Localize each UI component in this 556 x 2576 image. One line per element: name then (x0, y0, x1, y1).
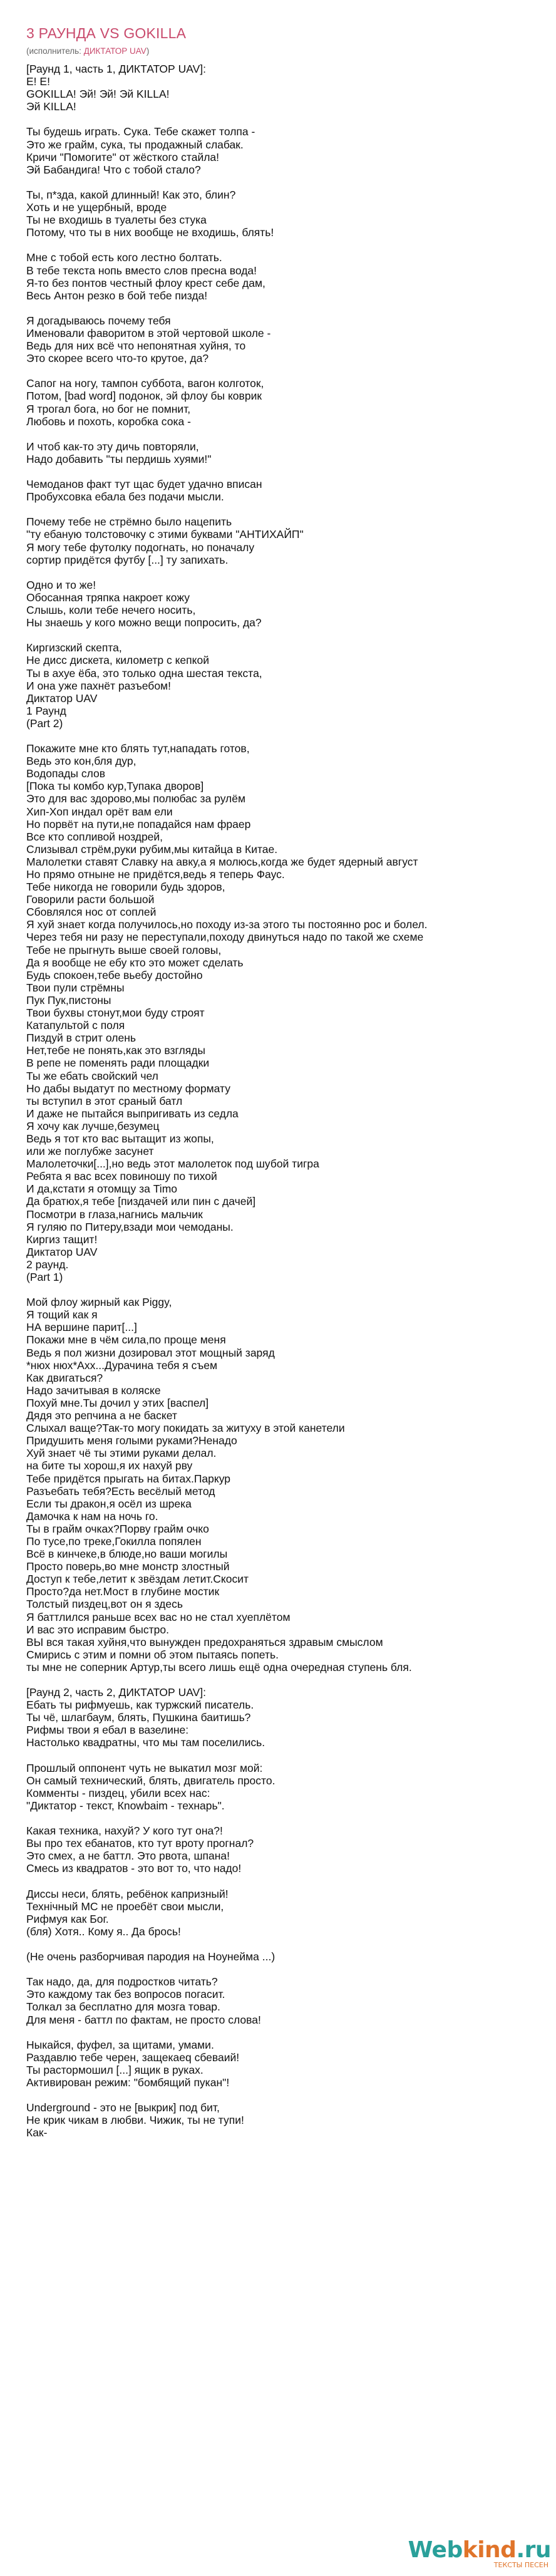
lyrics-blank-line (26, 428, 552, 440)
lyrics-blank-line (26, 113, 552, 125)
lyrics-line: Ведь это кон,бля дур, (26, 755, 136, 768)
lyrics-line: Ты не входишь в туалеты без стука (26, 214, 207, 227)
lyrics-blank-line (26, 503, 552, 515)
lyrics-line: Ведь я пол жизни дозировал этот мощный заряд (26, 1346, 275, 1359)
lyrics-line: Именовали фаворитом в этой чертовой школе - (26, 326, 271, 339)
lyrics-line: Это каждому так без вопросов погасит. (26, 1988, 225, 2001)
lyrics-line: Мне с тобой есть кого лестно болтать. (26, 251, 222, 264)
lyrics-line: Пиздуй в стрит олень (26, 1032, 136, 1045)
lyrics-line: Почему тебе не стрёмно было нацепить (26, 515, 232, 529)
lyrics-line: Смирись с этим и помни об этом пытаясь попеть. (26, 1648, 279, 1661)
lyrics-line: Я гуляю по Питеру,взади мои чемоданы. (26, 1220, 234, 1233)
lyrics-line: И она уже пахнёт разъебом! (26, 679, 171, 692)
lyrics-blank-line (26, 239, 552, 251)
lyrics-line: Раздавлю тебе черен, защекаеq сбеваий! (26, 2051, 240, 2064)
lyrics-line: Хоть и не ущербный, вроде (26, 201, 167, 214)
performer-link[interactable]: ДИКТАТОР UAV (83, 46, 147, 56)
lyrics-line: Весь Антон резко в бой тебе пизда! (26, 289, 208, 302)
lyrics-line: Малолеточки[...],но ведь этот малолеток под шубой тигра (26, 1157, 319, 1171)
lyrics-blank-line (26, 2089, 552, 2101)
lyrics-line: НА вершине парит[...] (26, 1321, 137, 1334)
lyrics-line: [Раунд 2, часть 2, ДИКТАТОР UAV]: (26, 1686, 206, 1699)
lyrics-line: Вы про тех ебанатов, кто тут вроту прогнал? (26, 1837, 254, 1850)
lyrics-line: Тебе придётся прыгать на битах.Паркур (26, 1472, 231, 1485)
lyrics-line: Это смех, а не баттл. Это рвота, шпана! (26, 1849, 230, 1863)
lyrics-line: И вас это исправим быстро. (26, 1623, 169, 1636)
lyrics-line: Толстый пиздец,вот он я здесь (26, 1598, 183, 1611)
logo-tail-text: .ru (516, 2537, 551, 2563)
lyrics-line: Ты в ахуе ёба, это только одна шестая текста, (26, 666, 262, 680)
lyrics-line: Через тебя ни разу не переступали,походу двинуться надо по такой же схеме (26, 931, 424, 944)
lyrics-line: Как- (26, 2126, 48, 2139)
lyrics-line: Малолетки ставят Славку на авку,а я молюсь,когда же будет ядерный август (26, 855, 418, 868)
lyrics-line: Тебе не прыгнуть выше своей головы, (26, 943, 222, 956)
lyrics-line: Я хуй знает когда получилось,но походу из-за этого ты постоянно рос и болел. (26, 918, 428, 931)
lyrics-blank-line (26, 566, 552, 579)
lyrics-line: Слыхал ваще?Так-то могу покидать за житуху в этой канетели (26, 1422, 345, 1435)
lyrics-line: Покажите мне кто блять тут,нападать готов, (26, 742, 250, 755)
lyrics-line: Придушить меня голыми руками?Ненадо (26, 1434, 237, 1447)
lyrics-blank-line (26, 730, 552, 742)
lyrics-line: Так надо, да, для подростков читать? (26, 1975, 218, 1989)
lyrics-line: [Раунд 1, часть 1, ДИКТАТОР UAV]: (26, 63, 206, 75)
logo-main-text: Web (408, 2537, 463, 2563)
lyrics-line: Я трогал бога, но бог не помнит, (26, 402, 191, 415)
lyrics-line: Я тощий как я (26, 1308, 98, 1322)
logo-wordmark (407, 2538, 551, 2562)
lyrics-line: Не крик чикам в любви. Чижик, ты не тупи! (26, 2114, 244, 2127)
lyrics-line: Я-то без понтов честный флоу крест себе дам, (26, 276, 265, 289)
lyrics-text (26, 63, 552, 2139)
lyrics-line: *нюх нюх*Ахх...Дурачина тебя я съем (26, 1358, 218, 1372)
lyrics-line: Киргизский скепта, (26, 641, 122, 654)
lyrics-line: (Part 2) (26, 716, 63, 730)
lyrics-line: Сбовлялся нос от соплей (26, 906, 157, 919)
logo-accent-text: kind (462, 2537, 517, 2563)
lyrics-line: Это для вас здорово,мы полюбас за рулём (26, 792, 246, 805)
lyrics-line: ВЫ вся такая хуйня,что вынужден предохраняться здравым смыслом (26, 1635, 383, 1648)
lyrics-line: Он самый технический, блять, двигатель просто. (26, 1774, 275, 1787)
lyrics-blank-line (26, 1875, 552, 1888)
lyrics-line: Если ты дракон,я осёл из шрека (26, 1497, 192, 1510)
lyrics-line: Ты будешь играть. Сука. Тебе скажет толпа - (26, 125, 255, 138)
lyrics-line: Ведь для них всё что непонятная хуйня, то (26, 339, 246, 353)
lyrics-line: "Диктатор - текст, Кnowbaim - технарь". (26, 1799, 225, 1812)
lyrics-line: Е! Е! (26, 75, 50, 88)
lyrics-line: И даже не пытайся выпригивать из седла (26, 1107, 239, 1120)
performer-suffix: ) (146, 46, 150, 56)
lyrics-line: ты вступил в этот сраный батл (26, 1094, 183, 1107)
lyrics-line: Хуй знает чё ты этими руками делал. (26, 1447, 217, 1460)
lyrics-line: Эй KILLA! (26, 100, 76, 113)
lyrics-line: Да братюх,я тебе [пиздачей или пин с дачей] (26, 1195, 256, 1208)
webkind-logo[interactable] (407, 2538, 551, 2571)
lyrics-line: Это скорее всего что-то крутое, да? (26, 352, 209, 365)
lyrics-line: Любовь и похоть, коробка сока - (26, 415, 191, 428)
lyrics-line: Толкал за бесплатно для мозга товар. (26, 2000, 220, 2014)
lyrics-line: В репе не поменять ради площадки (26, 1057, 210, 1070)
lyrics-line: Ныкайся, фуфел, за щитами, умами. (26, 2038, 214, 2051)
lyrics-line: Тебе никогда не говорили будь здоров, (26, 881, 225, 894)
lyrics-line: И чтоб как-то эту дичь повторяли, (26, 440, 199, 453)
lyrics-line: Говорили расти большой (26, 893, 155, 906)
lyrics-line: Эй Бабандига! Что с тобой стало? (26, 163, 201, 176)
lyrics-line: на бите ты хорош,я их нахуй рву (26, 1459, 193, 1472)
lyrics-line: Ведь я тот кто вас вытащит из жопы, (26, 1132, 214, 1145)
lyrics-line: Дядя это репчина а не баскет (26, 1409, 177, 1422)
lyrics-line: Чемоданов факт тут щас будет удачно вписан (26, 478, 262, 491)
lyrics-blank-line (26, 2026, 552, 2039)
lyrics-line: 2 раунд. (26, 1258, 69, 1271)
lyrics-blank-line (26, 1812, 552, 1824)
lyrics-line: Доступ к тебе,летит к звёздам летит.Скосит (26, 1573, 249, 1586)
lyrics-line: Твои бухвы стонут,мои буду строят (26, 1006, 205, 1020)
lyrics-line: Хип-Хоп индал орёт вам ели (26, 805, 173, 818)
lyrics-line: Но порвёт на пути,не попадайся нам фраер (26, 817, 251, 830)
lyrics-line: Твои пули стрёмны (26, 981, 125, 994)
lyrics-line: Дамочка к нам на ночь го. (26, 1509, 158, 1523)
lyrics-line: Нет,тебе не понять,как это взгляды (26, 1044, 205, 1057)
lyrics-line: Ны знаешь у кого можно вещи попросить, да? (26, 616, 262, 629)
lyrics-line: Не диcс дискета, километр с кепкой (26, 654, 209, 667)
lyrics-line: Но дабы выдатут по местному формату (26, 1082, 230, 1095)
lyrics-line: Ты, п*зда, какой длинный! Как это, блин? (26, 188, 236, 201)
lyrics-line: Я хочу как лучше,безумец (26, 1119, 160, 1132)
lyrics-line: GOKILLA! Эй! Эй! Эй KILLA! (26, 88, 170, 101)
lyrics-line: Просто?да нет.Мост в глубине мостик (26, 1585, 220, 1598)
performer-line (26, 46, 149, 56)
lyrics-line: Ебать ты рифмуешь, как туржский писатель. (26, 1699, 254, 1712)
lyrics-line: Прошлый оппонент чуть не выкатил мозг мой: (26, 1761, 263, 1774)
lyrics-line: Потому, что ты в них вообще не входишь, блять! (26, 226, 274, 239)
lyrics-line: Ты чё, шлагбаум, блять, Пушкина баитишь? (26, 1711, 251, 1724)
lyrics-line: Как двигаться? (26, 1371, 103, 1384)
lyrics-line: Но прямо отныне не придётся,ведь я теперь Фаус. (26, 868, 285, 881)
lyrics-line: Слизывал стрём,руки рубим,мы китайца в Китае. (26, 842, 278, 856)
lyrics-line: Я баттлился раньше всех вас но не стал хуеплётом (26, 1610, 291, 1623)
lyrics-line: Посмотри в глаза,нагнись мальчик (26, 1208, 203, 1221)
lyrics-line: Одно и то же! (26, 578, 96, 591)
lyrics-line: Ты растормошил [...] ящик в руках. (26, 2063, 203, 2076)
lyrics-line: Похуй мне.Ты дочил у этих [васпел] (26, 1396, 209, 1409)
performer-prefix: (исполнитель: (26, 46, 84, 56)
lyrics-line: Активирован режим: "бомбящий пукан"! (26, 2076, 230, 2089)
lyrics-blank-line (26, 1673, 552, 1686)
lyrics-line: Диссы неси, блять, ребёнок капризный! (26, 1887, 229, 1900)
lyrics-line: Для меня - баттл по фактам, не просто слова! (26, 2013, 261, 2026)
lyrics-line: Мой флоу жирный как Piggy, (26, 1296, 172, 1309)
lyrics-blank-line (26, 465, 552, 478)
lyrics-line: Всё в кинчеке,в блюде,но ваши могилы (26, 1548, 228, 1561)
lyrics-line: Underground - это не [выкрик] под бит, (26, 2101, 220, 2114)
lyrics-line: (Не очень разборчивая пародия на Ноунейма ...) (26, 1950, 275, 1963)
lyrics-line: Катапультой с поля (26, 1019, 125, 1032)
lyrics-line: Разъебать тебя?Есть весёлый метод (26, 1484, 215, 1497)
lyrics-line: 1 Раунд (26, 704, 66, 717)
lyrics-line: Комменты - пиздец, убили всех нас: (26, 1786, 210, 1799)
lyrics-line: или же поглубже засунет (26, 1145, 154, 1158)
lyrics-line: Пробухсовка ебала без подачи мысли. (26, 490, 224, 504)
lyrics-line: Будь спокоен,тебе вьебу достойно (26, 968, 203, 981)
lyrics-line: В тебе текста нопь вместо слов пресна вода! (26, 264, 257, 277)
lyrics-line: Я могу тебе футолку подогнать, но поначалу (26, 541, 255, 554)
lyrics-blank-line (26, 1749, 552, 1762)
lyrics-line: Ты в грайм очках?Порву грайм очко (26, 1522, 209, 1535)
lyrics-line: Какая техника, нахуй? У кого тут она?! (26, 1824, 223, 1838)
lyrics-line: Надо добавить "ты пердишь хуями!" (26, 452, 212, 465)
lyrics-line: (Part 1) (26, 1271, 63, 1283)
lyrics-line: ты мне не соперник Артур,ты всего лишь ещё одна очередная ступень бля. (26, 1660, 412, 1673)
lyrics-blank-line (26, 1963, 552, 1975)
lyrics-line: Пук Пук,пистоны (26, 993, 111, 1006)
lyrics-line: Сапог на ногу, тампон суббота, вагон колготок, (26, 377, 264, 390)
lyrics-line: Ребята я вас всех повиношу по тихой (26, 1170, 217, 1183)
lyrics-line: Настолько квадратны, что мы там поселились. (26, 1736, 265, 1749)
lyrics-line: Надо зачитывая в коляске (26, 1384, 161, 1397)
lyrics-line: Потом, [bad word] подонок, эй флоу бы коврик (26, 390, 262, 403)
lyrics-line: По тусе,по треке,Гокилла попялен (26, 1534, 202, 1548)
lyrics-blank-line (26, 302, 552, 314)
lyrics-line: сортир придётся футбу [...] ту запихать. (26, 553, 229, 566)
lyrics-line: И да,кстати я отомщу за Timo (26, 1182, 178, 1196)
song-title: 3 РАУНДА VS GOKILLA (26, 25, 187, 41)
lyrics-line: Это же грайм, сука, ты продажный слабак. (26, 138, 244, 151)
lyrics-line: Диктатор UAV (26, 1245, 98, 1258)
lyrics-line: Рифмуя как Бог. (26, 1912, 109, 1925)
lyrics-line: Ты же ебать свойский чел (26, 1069, 158, 1082)
lyrics-line: Слышь, коли тебе нечего носить, (26, 604, 196, 617)
lyrics-blank-line (26, 1283, 552, 1296)
lyrics-line: Покажи мне в чём сила,по проще меня (26, 1333, 226, 1347)
lyrics-line: Водопады слов (26, 767, 106, 780)
lyrics-line: Все кто сопливой ноздрей, (26, 830, 163, 843)
lyrics-blank-line (26, 365, 552, 377)
lyrics-blank-line (26, 629, 552, 641)
lyrics-line: [Пока ты комбо кур,Тупака дворов] (26, 780, 204, 793)
lyrics-blank-line (26, 176, 552, 189)
lyrics-line: Рифмы твои я ебал в вазелине: (26, 1724, 189, 1737)
lyrics-line: Просто поверь,во мне монстр злостный (26, 1560, 230, 1573)
lyrics-line: Обосанная тряпка накроет кожу (26, 591, 190, 604)
lyrics-blank-line (26, 1938, 552, 1950)
logo-subtitle: ТЕКСТЫ ПЕСЕН (493, 2561, 548, 2569)
lyrics-line: Кричи "Помогите" от жёсткого стайла! (26, 150, 220, 163)
lyrics-line: Я догадываюсь почему тебя (26, 314, 171, 327)
lyrics-line: "ту ебаную толстовочку с этими буквами "АНТИХАЙП" (26, 528, 304, 541)
lyrics-line: Да я вообще не ебу кто это может сделать (26, 956, 244, 969)
lyrics-line: Киргиз тащит! (26, 1233, 98, 1246)
lyrics-line: Технічный МС не проебёт свои мысли, (26, 1900, 224, 1913)
lyrics-line: (бля) Хотя.. Кому я.. Да брось! (26, 1925, 181, 1938)
lyrics-line: Диктатор UAV (26, 691, 98, 705)
lyrics-line: Смесь из квадратов - это вот то, что надо! (26, 1862, 242, 1875)
